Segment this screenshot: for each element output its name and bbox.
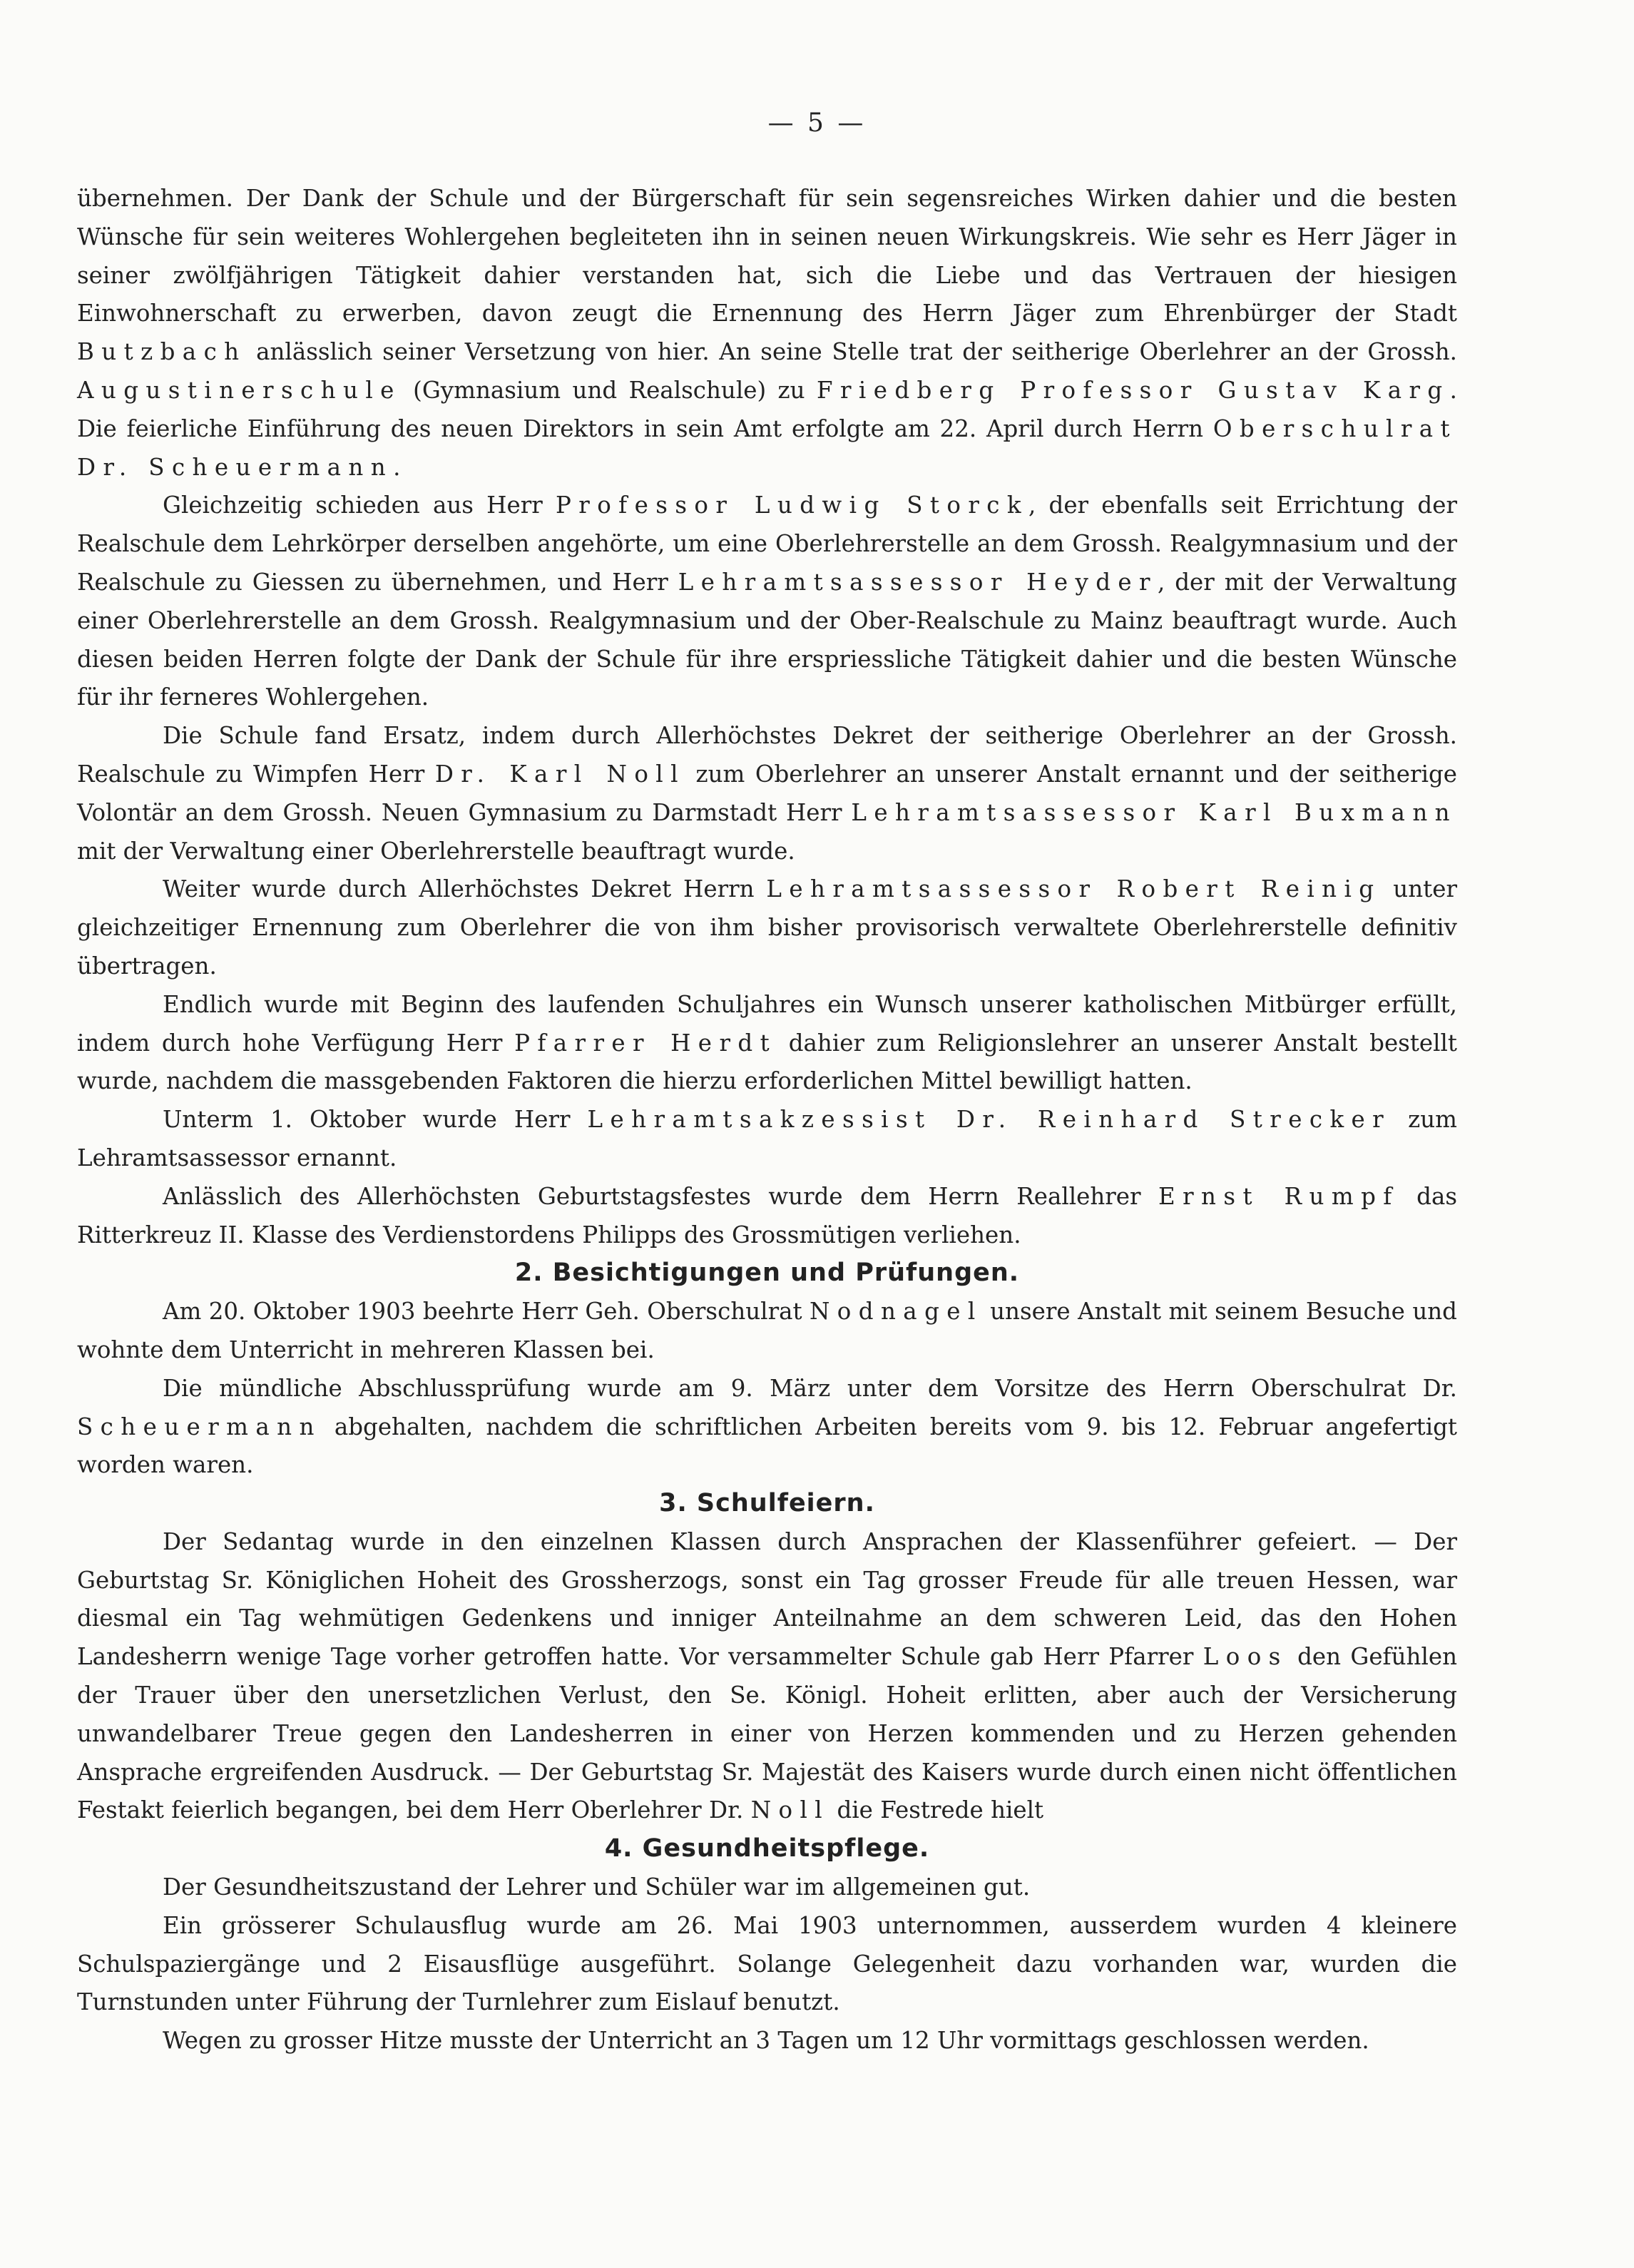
paragraph-health: Der Gesundheitszustand der Lehrer und Schüler war im allgemeinen gut. — [163, 1873, 1031, 1901]
page-number: — 5 — — [767, 108, 867, 138]
paragraph-excursions: Ein grösserer Schulausflug wurde am 26. Mai 1903 unternommen, ausserdem wurden 4 kleinere Schulspaziergänge und 2 Eisausflüge ausgeführt. Solange Gelegenheit dazu vorhanden war, wurden die Turnstunden unter Führung der Turnlehrer zum Eislauf benutzt. — [77, 1911, 1457, 2016]
body-text — [77, 180, 1457, 2060]
paragraph-award: Anlässlich des Allerhöchsten Geburtstagsfestes wurde dem Herrn Reallehrer Ernst Rumpf das Ritterkreuz II. Klasse des Verdienstordens Philipps des Grossmütigen verliehen. — [77, 1182, 1457, 1249]
section-heading-health: 4. Gesundheitspflege. — [604, 1834, 930, 1863]
paragraph-strecker: Unterm 1. Oktober wurde Herr Lehramtsakzessist Dr. Reinhard Strecker zum Lehramtsassessor ernannt. — [77, 1106, 1457, 1171]
paragraph-departures: Gleichzeitig schieden aus Herr Professor Ludwig Storck, der ebenfalls seit Errichtung der Realschule dem Lehrkörper derselben angehörte, um eine Oberlehrerstelle an dem Grossh. Realgymnasium und der Realschule zu Giessen zu übernehmen, und Herr Lehramtsassessor Heyder, der mit der Verwaltung einer Oberlehrerstelle an dem Grossh. Realgymnasium und der Ober-Realschule zu Mainz beauftragt wurde. Auch diesen beiden Herren folgte der Dank der Schule für ihre erspriessliche Tätigkeit dahier und die besten Wünsche für ihr ferneres Wohlergehen. — [77, 492, 1457, 711]
paragraph-religion-teacher: Endlich wurde mit Beginn des laufenden Schuljahres ein Wunsch unserer katholischen Mitbürger erfüllt, indem durch hohe Verfügung Herr Pfarrer Herdt dahier zum Religionslehrer an unserer Anstalt bestellt wurde, nachdem die massgebenden Faktoren die hierzu erforderlichen Mittel bewilligt hatten. — [77, 990, 1457, 1095]
paragraph-visit: Am 20. Oktober 1903 beehrte Herr Geh. Oberschulrat Nodnagel unsere Anstalt mit seinem Besuche und wohnte dem Unterricht in mehreren Klassen bei. — [77, 1298, 1457, 1363]
paragraph-heat-closures: Wegen zu grosser Hitze musste der Unterricht an 3 Tagen um 12 Uhr vormittags geschlossen werden. — [163, 2027, 1369, 2055]
paragraph-appointment-reinig: Weiter wurde durch Allerhöchstes Dekret Herrn Lehramtsassessor Robert Reinig unter gleichzeitiger Ernennung zum Oberlehrer die von ihm bisher provisorisch verwaltete Oberlehrerstelle definitiv übertragen. — [77, 875, 1457, 980]
paragraph-celebrations: Der Sedantag wurde in den einzelnen Klassen durch Ansprachen der Klassenführer gefeiert. — Der Geburtstag Sr. Königlichen Hoheit des Grossherzogs, sonst ein Tag grosser Freude für alle treuen Hessen, war diesmal ein Tag wehmütigen Gedenkens und inniger Anteilnahme an dem schweren Leid, das den Hohen Landesherrn wenige Tage vorher getroffen hatte. Vor versammelter Schule gab Herr Pfarrer Loos den Gefühlen der Trauer über den unersetzlichen Verlust, den Se. Königl. Hoheit erlitten, aber auch der Versicherung unwandelbarer Treue gegen den Landesherren in einer von Herzen kommenden und zu Herzen gehenden Ansprache ergreifenden Ausdruck. — Der Geburtstag Sr. Majestät des Kaisers wurde durch einen nicht öffentlichen Festakt feierlich begangen, bei dem Herr Oberlehrer Dr. Noll die Festrede hielt — [77, 1527, 1457, 1824]
paragraph-exam: Die mündliche Abschlussprüfung wurde am 9. März unter dem Vorsitze des Herrn Oberschulrat Dr. Scheuermann abgehalten, nachdem die schriftlichen Arbeiten bereits vom 9. bis 12. Februar angefertigt worden waren. — [77, 1374, 1457, 1479]
paragraph-director-change: übernehmen. Der Dank der Schule und der Bürgerschaft für sein segensreiches Wirken dahier und die besten Wünsche für sein weiteres Wohlergehen begleiteten ihn in seinen neuen Wirkungskreis. Wie sehr es Herr Jäger in seiner zwölfjährigen Tätigkeit dahier verstanden hat, sich die Liebe und das Vertrauen der hiesigen Einwohnerschaft zu erwerben, davon zeugt die Ernennung des Herrn Jäger zum Ehrenbürger der Stadt Butzbach anlässlich seiner Versetzung von hier. An seine Stelle trat der seitherige Oberlehrer an der Grossh. Augustinerschule (Gymnasium und Realschule) zu Friedberg Professor Gustav Karg. Die feierliche Einführung des neuen Direktors in sein Amt erfolgte am 22. April durch Herrn Oberschulrat Dr. Scheuermann. — [77, 185, 1457, 481]
section-heading-celebrations: 3. Schulfeiern. — [659, 1489, 875, 1518]
section-heading-inspections: 2. Besichtigungen und Prüfungen. — [514, 1258, 1020, 1288]
paragraph-replacements: Die Schule fand Ersatz, indem durch Allerhöchstes Dekret der seitherige Oberlehrer an der Grossh. Realschule zu Wimpfen Herr Dr. Karl Noll zum Oberlehrer an unserer Anstalt ernannt und der seitherige Volontär an dem Grossh. Neuen Gymnasium zu Darmstadt Herr Lehramtsassessor Karl Buxmann mit der Verwaltung einer Oberlehrerstelle beauftragt wurde. — [77, 722, 1458, 865]
